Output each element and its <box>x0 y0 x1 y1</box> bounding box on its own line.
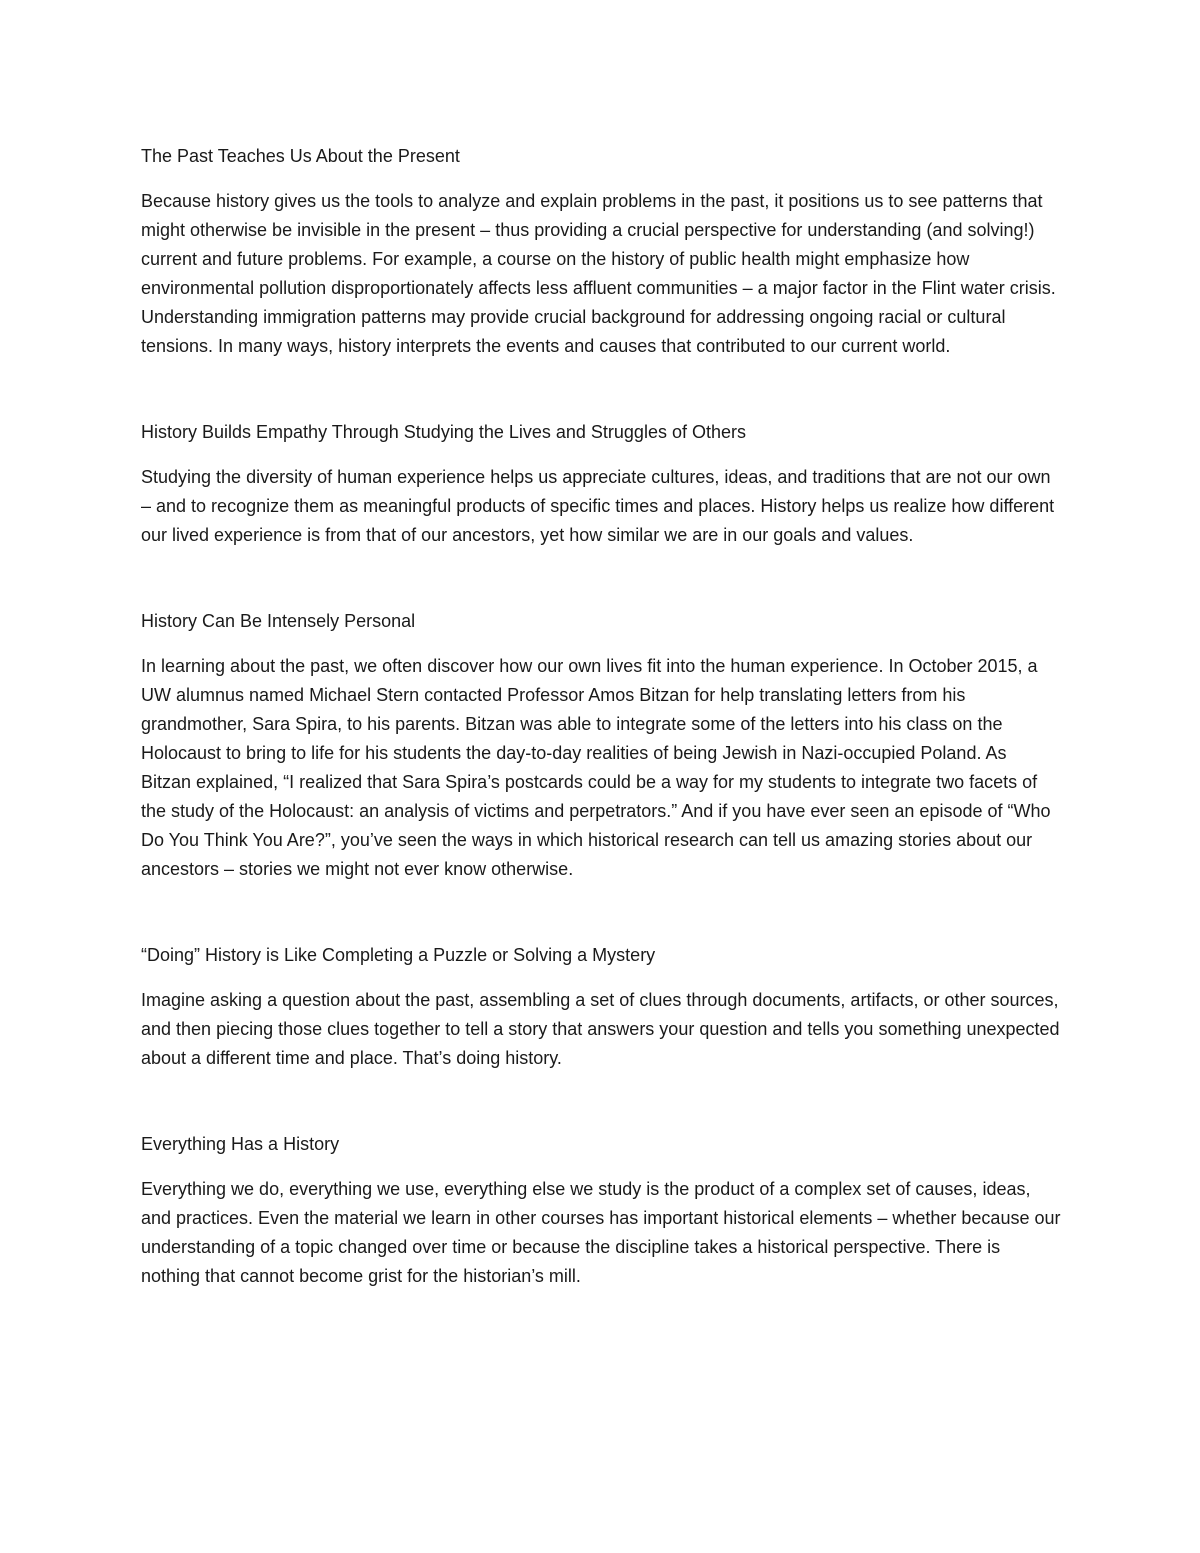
section-heading: “Doing” History is Like Completing a Puzzle or Solving a Mystery <box>141 945 656 965</box>
section-paragraph: Because history gives us the tools to analyze and explain problems in the past, it positions us to see patterns that might otherwise be invisible in the present – thus providing a crucial perspective for understanding (and solving!) current and future problems. For example, a course on the history of public health might emphasize how environmental pollution disproportionately affects less affluent communities – a major factor in the Flint water crisis. Understanding immigration patterns may provide crucial background for addressing ongoing racial or cultural tensions. In many ways, history interprets the events and causes that contributed to our current world. <box>141 191 1056 356</box>
section-heading: History Builds Empathy Through Studying the Lives and Struggles of Others <box>141 422 746 442</box>
section-everything-has-history <box>141 1130 1061 1291</box>
section-intensely-personal <box>141 607 1061 884</box>
section-doing-history <box>141 941 1061 1073</box>
section-heading: History Can Be Intensely Personal <box>141 611 416 631</box>
section-heading: Everything Has a History <box>141 1134 340 1154</box>
section-paragraph: Imagine asking a question about the past, assembling a set of clues through documents, artifacts, or other sources, and then piecing those clues together to tell a story that answers your question and tells you something unexpected about a different time and place. That’s doing history. <box>141 990 1060 1068</box>
section-paragraph: In learning about the past, we often discover how our own lives fit into the human experience. In October 2015, a UW alumnus named Michael Stern contacted Professor Amos Bitzan for help translating letters from his grandmother, Sara Spira, to his parents. Bitzan was able to integrate some of the letters into his class on the Holocaust to bring to life for his students the day-to-day realities of being Jewish in Nazi-occupied Poland. As Bitzan explained, “I realized that Sara Spira’s postcards could be a way for my students to integrate two facets of the study of the Holocaust: an analysis of victims and perpetrators.” And if you have ever seen an episode of “Who Do You Think You Are?”, you’ve seen the ways in which historical research can tell us amazing stories about our ancestors – stories we might not ever know otherwise. <box>141 656 1051 879</box>
document-body <box>141 142 1061 1291</box>
section-past-teaches-present <box>141 142 1061 361</box>
section-empathy <box>141 418 1061 550</box>
section-paragraph: Everything we do, everything we use, everything else we study is the product of a complex set of causes, ideas, and practices. Even the material we learn in other courses has important historical elements – whether because our understanding of a topic changed over time or because the discipline takes a historical perspective. There is nothing that cannot become grist for the historian’s mill. <box>141 1179 1061 1286</box>
section-heading: The Past Teaches Us About the Present <box>141 146 460 166</box>
section-paragraph: Studying the diversity of human experience helps us appreciate cultures, ideas, and traditions that are not our own – and to recognize them as meaningful products of specific times and places. History helps us realize how different our lived experience is from that of our ancestors, yet how similar we are in our goals and values. <box>141 467 1055 545</box>
